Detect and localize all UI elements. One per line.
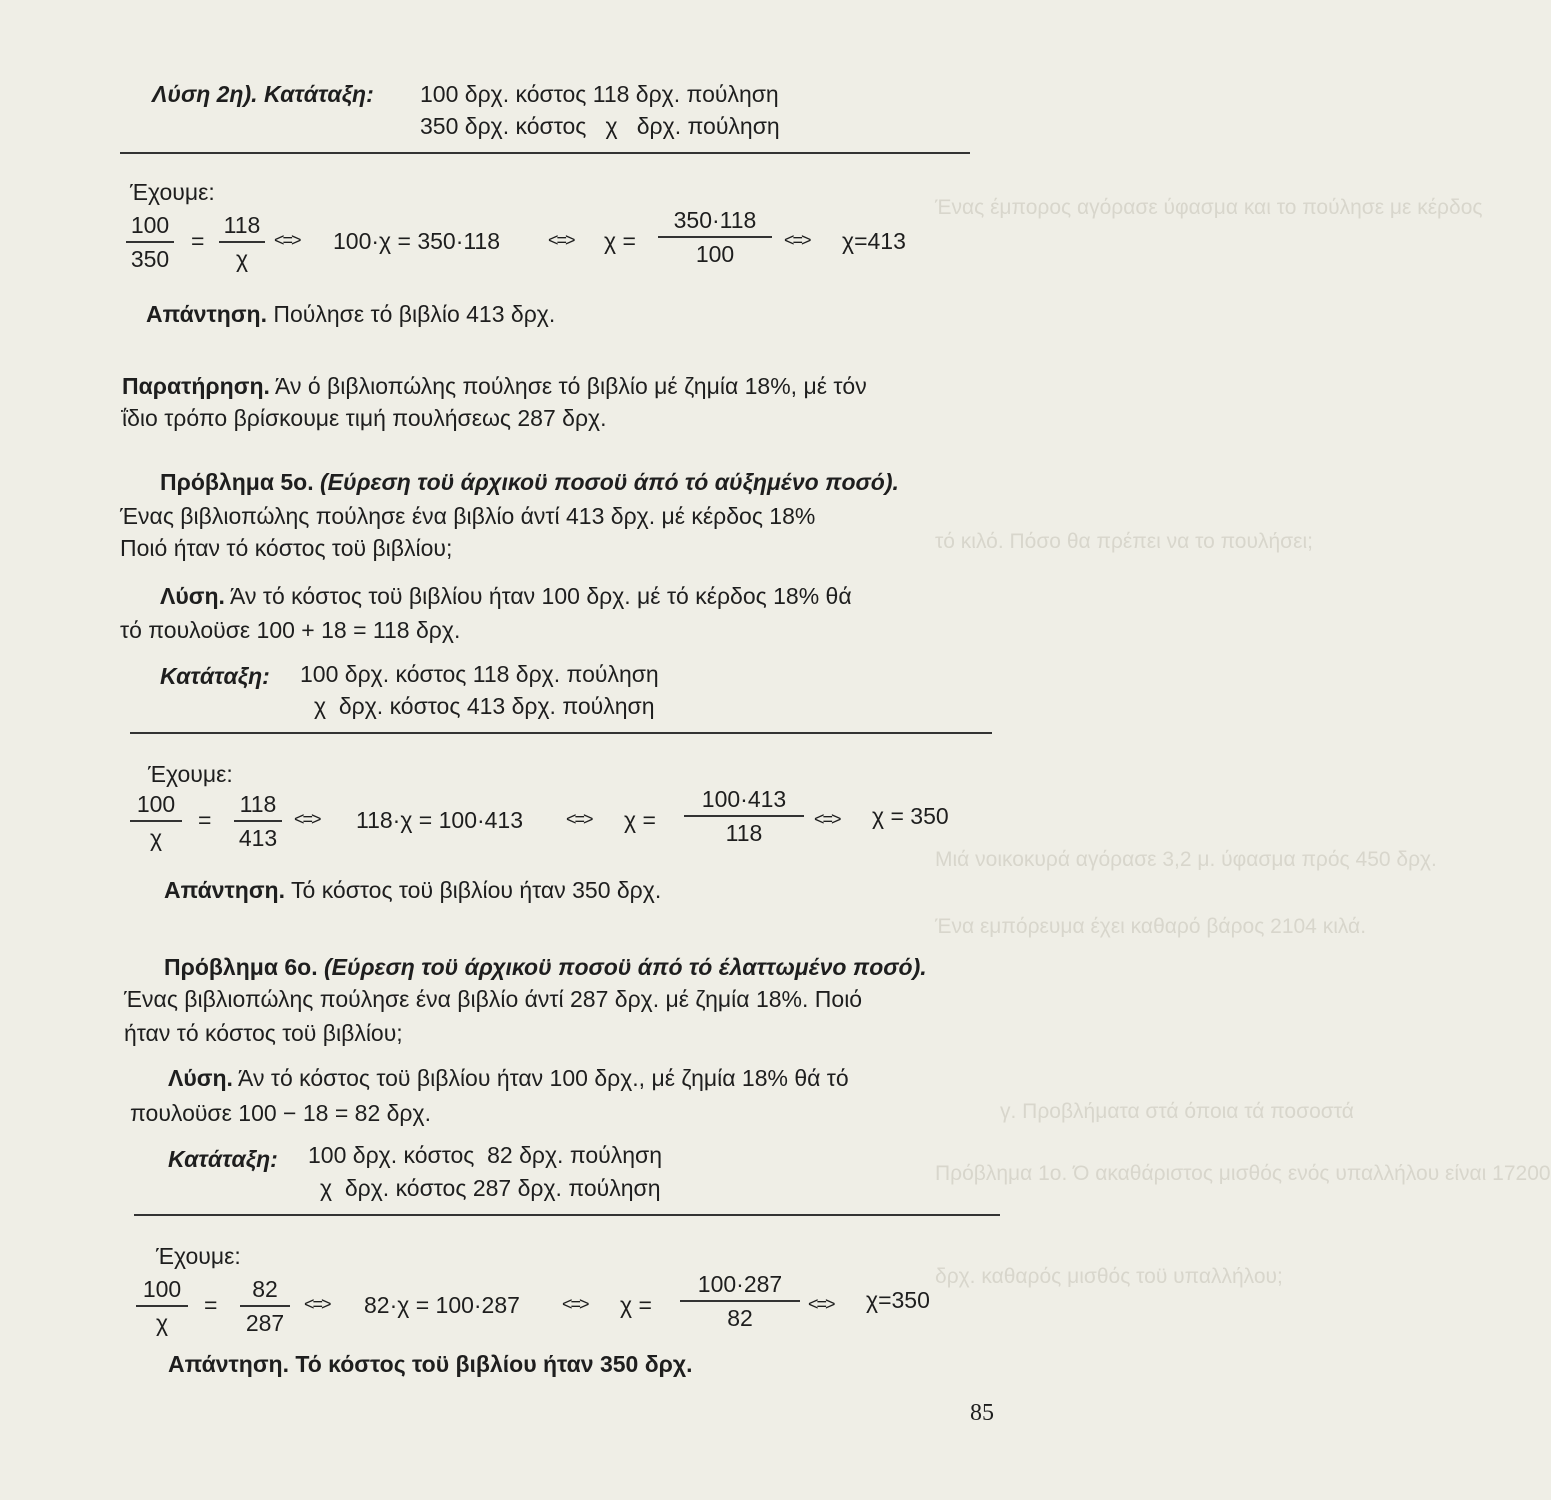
fraction-denominator: χ [235, 246, 249, 272]
equation-result: χ=413 [842, 228, 906, 254]
problem-text: Ποιό ήταν τό κόστος τοϋ βιβλίου; [120, 535, 453, 561]
page-number: 85 [970, 1400, 994, 1426]
classify-row: 100 δρχ. κόστος 118 δρχ. πούληση [420, 81, 779, 107]
fraction-numerator: 100 [142, 1276, 182, 1302]
bleed-text: γ. Προβλήματα στά όποια τά ποσοστά [1000, 1100, 1354, 1123]
fraction-numerator: 100 [130, 212, 170, 238]
fraction-numerator: 100·413 [701, 786, 787, 812]
fraction [130, 790, 182, 852]
fraction [219, 211, 265, 273]
fraction-denominator: 413 [238, 825, 278, 851]
we-have-label: Έχουμε: [156, 1243, 241, 1269]
divider-rule [134, 1214, 1000, 1216]
classify-label: Κατάταξη: [160, 663, 270, 689]
classify-row: 350 δρχ. κόστος χ δρχ. πούληση [420, 113, 780, 139]
bleed-text: τό κιλό. Πόσο θα πρέπει να το πουλήσει; [935, 530, 1313, 553]
answer-label: Απάντηση. [146, 301, 267, 327]
equivalence-arrow: <=> [294, 809, 320, 829]
fraction-numerator: 118 [239, 791, 277, 817]
equation-step: χ = [604, 228, 636, 254]
note-text: Άν ό βιβλιοπώλης πούλησε τό βιβλίο μέ ζημία 18%, μέ τόν [275, 373, 867, 399]
fraction [680, 1270, 800, 1332]
fraction-numerator: 118 [223, 212, 261, 238]
equals-sign: = [191, 228, 205, 254]
equation-result: χ=350 [866, 1287, 930, 1313]
problem-text: Ένας βιβλιοπώλης πούλησε ένα βιβλίο άντί 413 δρχ. μέ κέρδος 18% [120, 503, 816, 529]
divider-rule [120, 152, 970, 154]
answer-text: Τό κόστος τοϋ βιβλίου ήταν 350 δρχ. [295, 1351, 693, 1377]
solution-label: Λύση. [168, 1065, 233, 1091]
equivalence-arrow: <=> [814, 809, 840, 829]
solution-text: Άν τό κόστος τοϋ βιβλίου ήταν 100 δρχ., μέ ζημία 18% θά τό [238, 1065, 849, 1091]
problem-subtitle: (Εύρεση τοϋ άρχικοϋ ποσοϋ άπό τό αύξημένο ποσό). [320, 469, 899, 495]
divider-rule [130, 732, 992, 734]
equivalence-arrow: <=> [566, 809, 592, 829]
equivalence-arrow: <=> [784, 230, 810, 250]
equivalence-arrow: <=> [274, 230, 300, 250]
bleed-text: δρχ. καθαρός μισθός τοϋ υπαλλήλου; [935, 1265, 1283, 1288]
equivalence-arrow: <=> [808, 1294, 834, 1314]
fraction-denominator: 118 [725, 820, 763, 846]
equals-sign: = [204, 1292, 218, 1318]
problem-title: Πρόβλημα 5ο. [160, 469, 314, 495]
we-have-label: Έχουμε: [130, 179, 215, 205]
fraction-numerator: 350·118 [673, 207, 757, 233]
fraction-denominator: 350 [130, 246, 170, 272]
we-have-label: Έχουμε: [148, 761, 233, 787]
problem-text: ήταν τό κόστος τοϋ βιβλίου; [124, 1020, 403, 1046]
equation-step: 118·χ = 100·413 [356, 807, 524, 833]
fraction-denominator: 100 [695, 241, 735, 267]
solution-text: πουλοϋσε 100 − 18 = 82 δρχ. [130, 1100, 431, 1126]
classify-row: χ δρχ. κόστος 287 δρχ. πούληση [320, 1175, 661, 1201]
answer-text: Πούλησε τό βιβλίο 413 δρχ. [273, 301, 556, 327]
equation-result: χ = 350 [872, 803, 949, 829]
fraction-denominator: 287 [245, 1310, 285, 1336]
solution-text: Άν τό κόστος τοϋ βιβλίου ήταν 100 δρχ. μέ τό κέρδος 18% θά [230, 583, 852, 609]
fraction [126, 211, 174, 273]
classify-row: 100 δρχ. κόστος 118 δρχ. πούληση [300, 661, 659, 687]
equation-step: 82·χ = 100·287 [364, 1292, 520, 1318]
equivalence-arrow: <=> [562, 1294, 588, 1314]
fraction-numerator: 82 [252, 1276, 278, 1302]
answer-text: Τό κόστος τοϋ βιβλίου ήταν 350 δρχ. [290, 877, 662, 903]
classify-label: Κατάταξη: [263, 81, 374, 107]
classify-row: χ δρχ. κόστος 413 δρχ. πούληση [314, 693, 655, 719]
fraction [658, 206, 772, 268]
bleed-text: Μιά νοικοκυρά αγόρασε 3,2 μ. ύφασμα πρός 450 δρχ. [935, 848, 1437, 871]
solution-label: Λύση. [160, 583, 225, 609]
answer-label: Απάντηση. [168, 1351, 289, 1377]
fraction-numerator: 100 [136, 791, 176, 817]
equals-sign: = [198, 807, 212, 833]
fraction [136, 1275, 188, 1337]
fraction-denominator: χ [149, 825, 163, 851]
problem-title: Πρόβλημα 6ο. [164, 954, 318, 980]
note-text: ΐδιο τρόπο βρίσκουμε τιμή πουλήσεως 287 δρχ. [122, 405, 607, 431]
equation-step: χ = [624, 807, 656, 833]
classify-row: 100 δρχ. κόστος 82 δρχ. πούληση [308, 1142, 663, 1168]
note-label: Παρατήρηση. [122, 373, 270, 399]
fraction [234, 790, 282, 852]
classify-label: Κατάταξη: [168, 1146, 278, 1172]
solution-text: τό πουλοϋσε 100 + 18 = 118 δρχ. [120, 617, 461, 643]
bleed-text: Ένα εμπόρευμα έχει καθαρό βάρος 2104 κιλά. [935, 915, 1367, 938]
fraction-denominator: 82 [727, 1305, 753, 1331]
equation-step: 100·χ = 350·118 [333, 228, 501, 254]
problem-text: Ένας βιβλιοπώλης πούλησε ένα βιβλίο άντί 287 δρχ. μέ ζημία 18%. Ποιό [124, 986, 863, 1012]
fraction [684, 785, 804, 847]
fraction [240, 1275, 290, 1337]
bleed-text: Πρόβλημα 1ο. Ό ακαθάριστος μισθός ενός υπαλλήλου είναι 17200 [935, 1162, 1551, 1185]
equivalence-arrow: <=> [304, 1294, 330, 1314]
fraction-denominator: χ [155, 1310, 169, 1336]
bleed-text: Ένας έμπορος αγόρασε ύφασμα και το πούλησε με κέρδος [935, 196, 1483, 219]
equation-step: χ = [620, 1292, 652, 1318]
equivalence-arrow: <=> [548, 230, 574, 250]
problem-subtitle: (Εύρεση τοϋ άρχικοϋ ποσοϋ άπό τό έλαττωμένο ποσό). [324, 954, 927, 980]
answer-label: Απάντηση. [164, 877, 285, 903]
solution-label: Λύση 2η). [152, 81, 258, 107]
fraction-numerator: 100·287 [697, 1271, 783, 1297]
